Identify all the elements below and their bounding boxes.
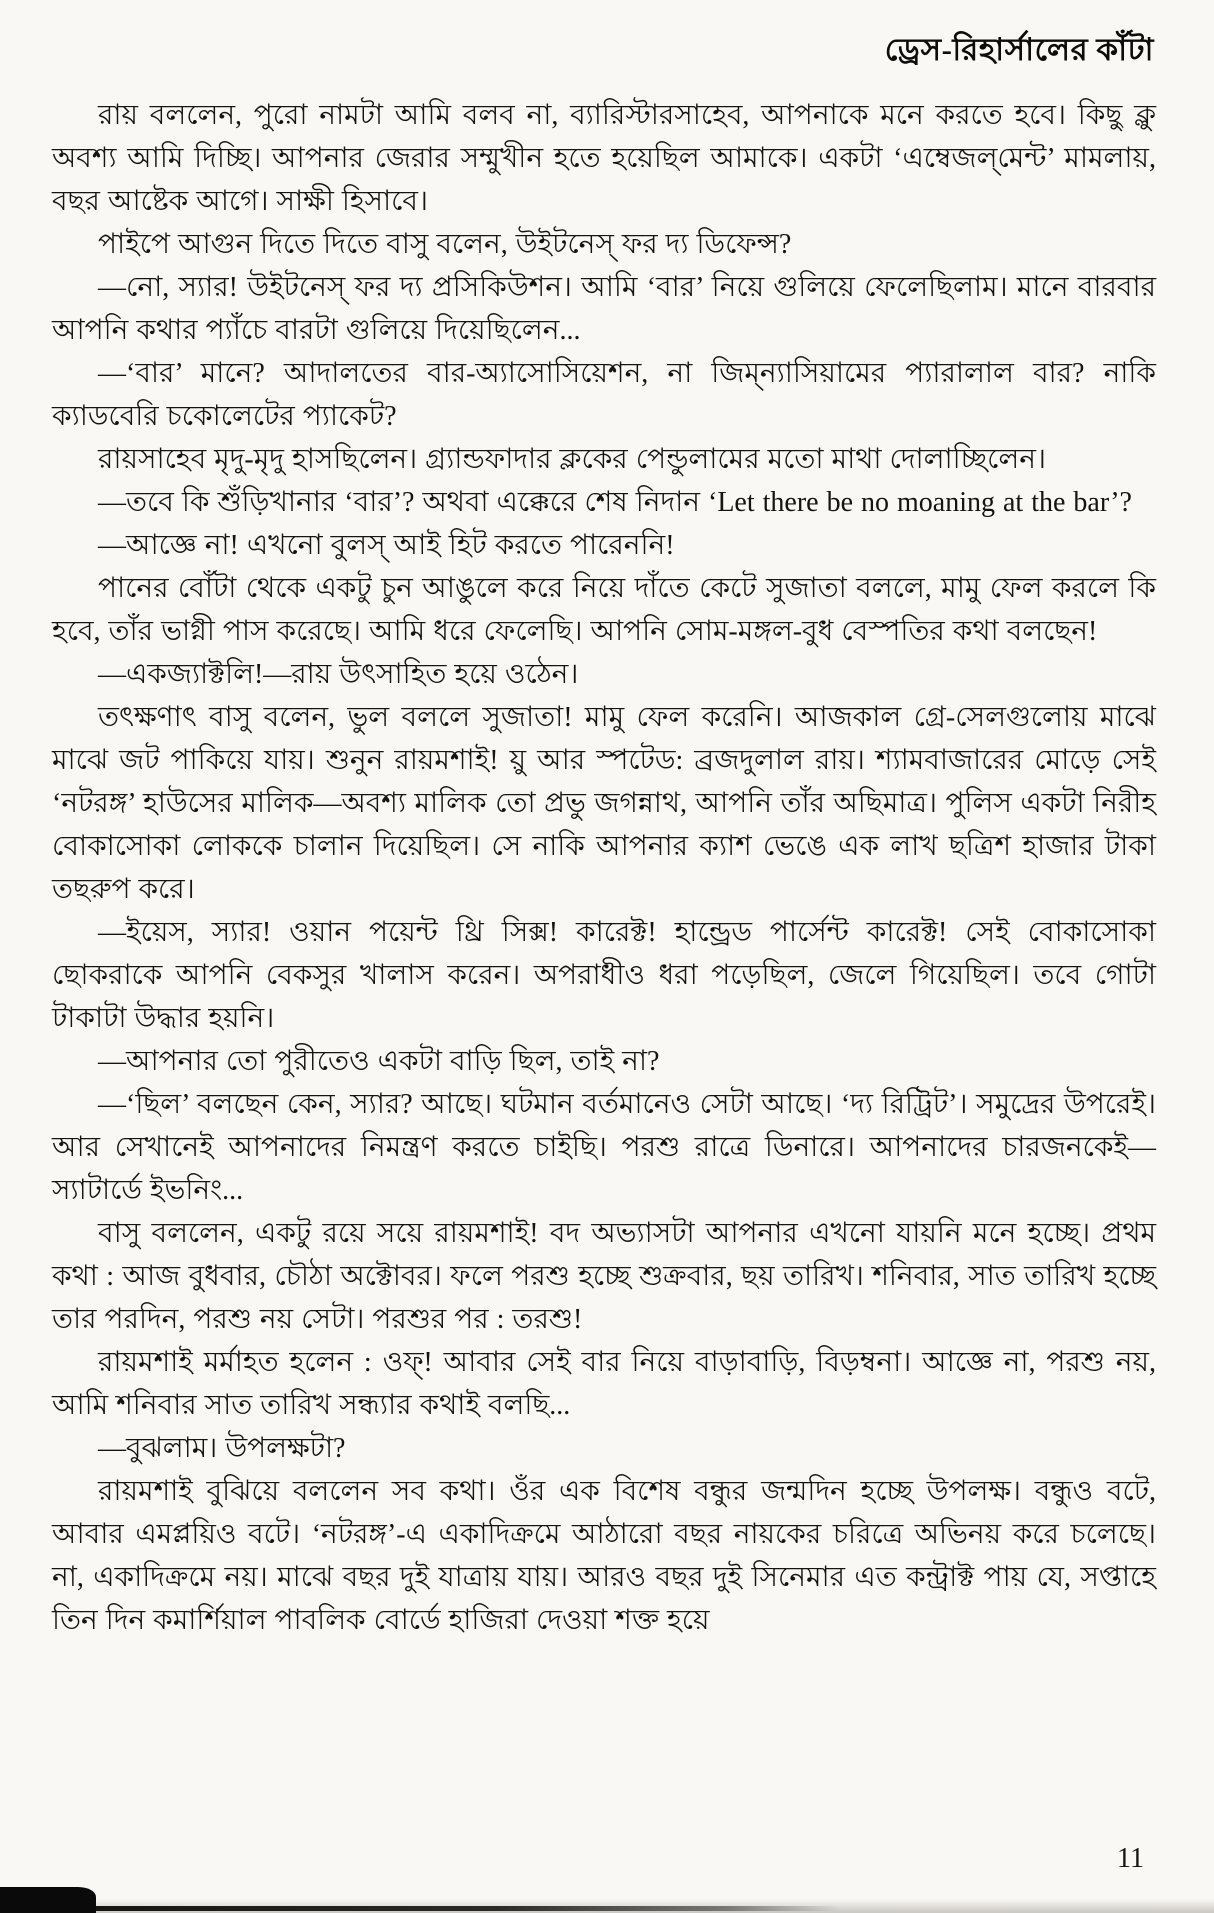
paragraph: বাসু বললেন, একটু রয়ে সয়ে রায়মশাই! বদ অভ্যাসটা আপনার এখনো যায়নি মনে হচ্ছে। প্রথম কথা : আজ বুধবার, চৌঠা অক্টোবর। ফলে পরশু হচ্ছে শুক্রবার, ছয় তারিখ। শনিবার, সাত তারিখ হচ্ছে তার পরদিন, পরশু নয় সেটা। পরশুর পর : তরশু! [52,1218,1156,1335]
paragraph: —‘বার’ মানে? আদালতের বার-অ্যাসোসিয়েশন, না জিম্‌ন্যাসিয়ামের প্যারালাল বার? নাকি ক্যাডবেরি চকোলেটের প্যাকেট? [52,358,1156,432]
paragraph: —‘ছিল’ বলছেন কেন, স্যার? আছে। ঘটমান বর্তমানেও সেটা আছে। ‘দ্য রিট্রিট’। সমুদ্রের উপরেই। আর সেখানেই আপনাদের নিমন্ত্রণ করতে চাইছি। পরশু রাত্রে ডিনারে। আপনাদের চারজনকেই—স্যাটার্ডে ইভনিং... [52,1089,1156,1206]
scan-artifact-line [80,1906,840,1911]
paragraph: —তবে কি শুঁড়িখানার ‘বার’? অথবা এক্কেরে শেষ নিদান ‘Let there be no moaning at the bar’? [98,487,1132,518]
running-header: ড্রেস-রিহার্সালের কাঁটা [884,32,1154,67]
paragraph: —ইয়েস, স্যার! ওয়ান পয়েন্ট থ্রি সিক্স! কারেক্ট! হান্ড্রেড পার্সেন্ট কারেক্ট! সেই বোকাসোকা ছোকরাকে আপনি বেকসুর খালাস করেন। অপরাধীও ধরা পড়েছিল, জেলে গিয়েছিল। তবে গোটা টাকাটা উদ্ধার হয়নি। [52,917,1156,1034]
paragraph: তৎক্ষণাৎ বাসু বলেন, ভুল বললে সুজাতা! মামু ফেল করেনি। আজকাল গ্রে-সেলগুলোয় মাঝে মাঝে জট পাকিয়ে যায়। শুনুন রায়মশাই! য়ু আর স্পটেড: ব্রজদুলাল রায়। শ্যামবাজারের মোড়ে সেই ‘নটরঙ্গ’ হাউসের মালিক—অবশ্য মালিক তো প্রভু জগন্নাথ, আপনি তাঁর অছিমাত্র। পুলিস একটা নিরীহ বোকাসোকা লোককে চালান দিয়েছিল। সে নাকি আপনার ক্যাশ ভেঙে এক লাখ ছত্রিশ হাজার টাকা তছরুপ করে। [52,702,1156,905]
page-body [52,94,1156,1642]
paragraph: রায়মশাই বুঝিয়ে বললেন সব কথা। ওঁর এক বিশেষ বন্ধুর জন্মদিন হচ্ছে উপলক্ষ। বন্ধুও বটে, আবার এমপ্লয়িও বটে। ‘নটরঙ্গ’-এ একাদিক্রমে আঠারো বছর নায়কের চরিত্রে অভিনয় করে চলেছে। না, একাদিক্রমে নয়। মাঝে বছর দুই যাত্রায় যায়। আরও বছর দুই সিনেমার এত কন্ট্রাক্ট পায় যে, সপ্তাহে তিন দিন কমার্শিয়াল পাবলিক বোর্ডে হাজিরা দেওয়া শক্ত হয়ে [52,1476,1156,1636]
paragraph: —আপনার তো পুরীতেও একটা বাড়ি ছিল, তাই না? [98,1046,660,1077]
paragraph: —বুঝলাম। উপলক্ষটা? [98,1433,346,1464]
paragraph: পাইপে আগুন দিতে দিতে বাসু বলেন, উইটনেস্ ফর দ্য ডিফেন্স? [98,229,792,260]
paragraph: রায়মশাই মর্মাহত হলেন : ওফ্! আবার সেই বার নিয়ে বাড়াবাড়ি, বিড়ম্বনা। আজ্ঞে না, পরশু নয়, আমি শনিবার সাত তারিখ সন্ধ্যার কথাই বলছি... [52,1347,1156,1421]
paragraph: —একজ্যাক্টলি!—রায় উৎসাহিত হয়ে ওঠেন। [98,659,579,690]
paragraph: রায় বললেন, পুরো নামটা আমি বলব না, ব্যারিস্টারসাহেব, আপনাকে মনে করতে হবে। কিছু ক্লু অবশ্য আমি দিচ্ছি। আপনার জেরার সম্মুখীন হতে হয়েছিল আমাকে। একটা ‘এম্বেজল্‌মেন্ট’ মামলায়, বছর আষ্টেক আগে। সাক্ষী হিসাবে। [52,100,1156,217]
scan-artifact-corner [0,1887,96,1913]
paragraph: পানের বোঁটা থেকে একটু চুন আঙুলে করে নিয়ে দাঁতে কেটে সুজাতা বললে, মামু ফেল করলে কি হবে, তাঁর ভাগ্নী পাস করেছে। আমি ধরে ফেলেছি। আপনি সোম-মঙ্গল-বুধ বেস্পতির কথা বলছেন! [52,573,1156,647]
paragraph: —আজ্ঞে না! এখনো বুলস্ আই হিট করতে পারেননি! [98,530,675,561]
page-number: 11 [1117,1843,1144,1874]
paragraph: রায়সাহেব মৃদু-মৃদু হাসছিলেন। গ্র্যান্ডফাদার ক্লকের পেন্ডুলামের মতো মাথা দোলাচ্ছিলেন। [98,444,1046,475]
paragraph: —নো, স্যার! উইটনেস্ ফর দ্য প্রসিকিউশন। আমি ‘বার’ নিয়ে গুলিয়ে ফেলেছিলাম। মানে বারবার আপনি কথার প্যাঁচে বারটা গুলিয়ে দিয়েছিলেন... [52,272,1156,346]
